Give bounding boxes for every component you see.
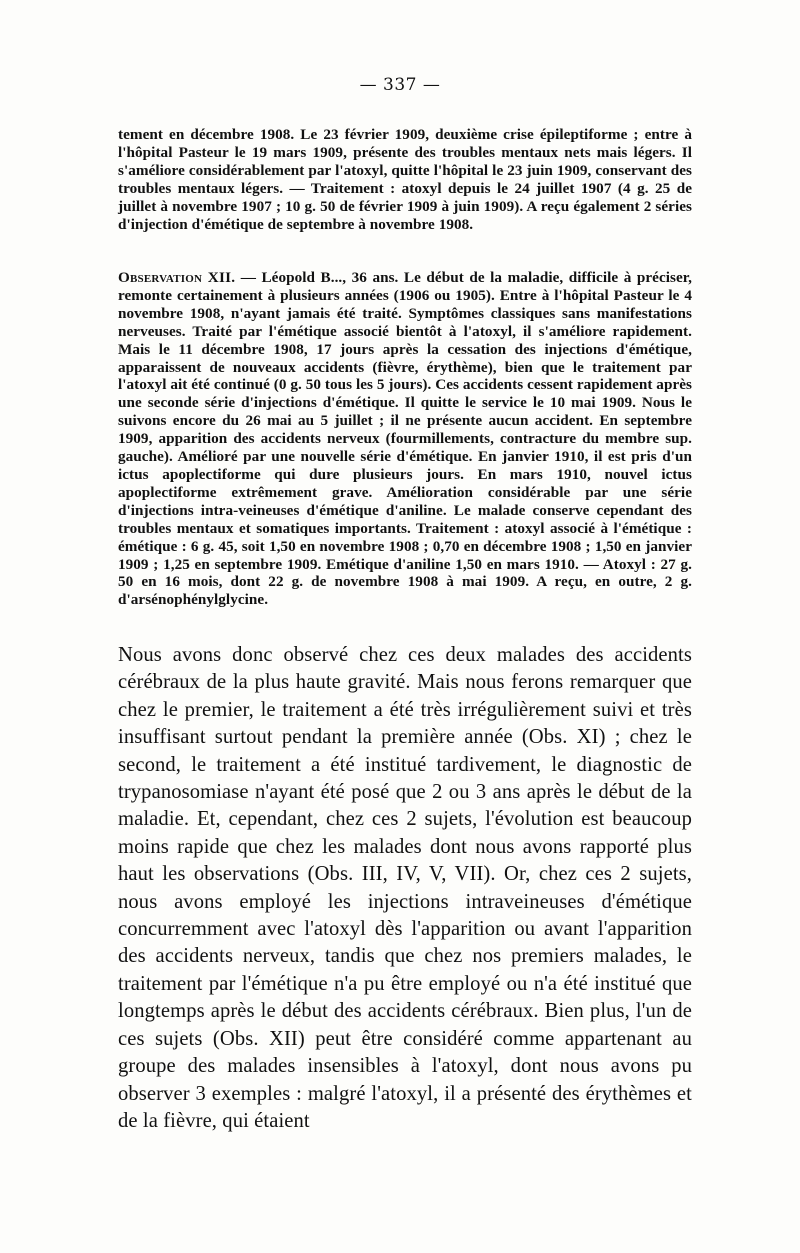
observation-xii-paragraph [118,269,692,609]
observation-heading: Observation XII. [118,269,236,286]
continuation-paragraph: tement en décembre 1908. Le 23 février 1909, deuxième crise épileptiforme ; entre à l'hôpital Pasteur le 19 mars 1909, présente des troubles mentaux nets mais légers. Il s'améliore considérablement par l'atoxyl, quitte l'hôpital le 23 juin 1909, conservant des troubles mentaux légers. — Traitement : atoxyl depuis le 24 juillet 1907 (4 g. 25 de juillet à novembre 1907 ; 10 g. 50 de février 1909 à juin 1909). A reçu également 2 séries d'injection d'émétique de septembre à novembre 1908. [118,126,692,233]
page-number: — 337 — [359,75,441,95]
observation-xii [118,269,692,609]
observation-text: — Léopold B..., 36 ans. Le début de la maladie, difficile à préciser, remonte certainement à plusieurs années (1906 ou 1905). Entre à l'hôpital Pasteur le 4 novembre 1908, n'ayant jamais été traité. Symptômes classiques sans manifestations nerveuses. Traité par l'émétique associé bientôt à l'atoxyl, il s'améliore rapidement. Mais le 11 décembre 1908, 17 jours après la cessation des injections d'émétique, apparaissent de nouveaux accidents (fièvre, érythème), bien que le traitement par l'atoxyl ait été continué (0 g. 50 tous les 5 jours). Ces accidents cessent rapidement après une seconde série d'injections d'émétique. Il quitte le service le 10 mai 1909. Nous le suivons encore du 26 mai au 5 juillet ; il ne présente aucun accident. En septembre 1909, apparition des accidents nerveux (fourmillements, contracture du membre sup. gauche). Amélioré par une nouvelle série d'émétique. En janvier 1910, il est pris d'un ictus apoplectiforme qui dure plusieurs jours. En mars 1910, nouvel ictus apoplectiforme extrêmement grave. Amélioration considérable par une série d'injections intra-veineuses d'émétique d'aniline. Le malade conserve cependant des troubles mentaux et somatiques importants. Traitement : atoxyl associé à l'émétique : émétique : 6 g. 45, soit 1,50 en novembre 1908 ; 0,70 en décembre 1908 ; 1,50 en janvier 1909 ; 1,25 en septembre 1909. Emétique d'aniline 1,50 en mars 1910. — Atoxyl : 27 g. 50 en 16 mois, dont 22 g. de novembre 1908 à mai 1909. A reçu, en outre, 2 g. d'arsénophénylglycine. [118,269,692,609]
discussion-section [118,642,692,1135]
discussion-paragraph: Nous avons donc observé chez ces deux malades des accidents cérébraux de la plus haute gravité. Mais nous ferons remarquer que chez le premier, le traitement a été très irrégulièrement suivi et très insuffisant surtout pendant la première année (Obs. XI) ; chez le second, le traitement a été institué tardivement, le diagnostic de trypanosomiase n'ayant été posé que 2 ou 3 ans après le début de la maladie. Et, cependant, chez ces 2 sujets, l'évolution est beaucoup moins rapide que chez les malades dont nous avons rapporté plus haut les observations (Obs. III, IV, V, VII). Or, chez ces 2 sujets, nous avons employé les injections intraveineuses d'émétique concurremment avec l'atoxyl dès l'apparition ou avant l'apparition des accidents nerveux, tandis que chez nos premiers malades, le traitement par l'émétique n'a pu être employé ou n'a été institué que longtemps après le début des accidents cérébraux. Bien plus, l'un de ces sujets (Obs. XII) peut être considéré comme appartenant au groupe des malades insensibles à l'atoxyl, dont nous avons pu observer 3 exemples : malgré l'atoxyl, il a présenté des érythèmes et de la fièvre, qui étaient [118,644,692,1132]
observation-xi-continuation [118,126,692,233]
